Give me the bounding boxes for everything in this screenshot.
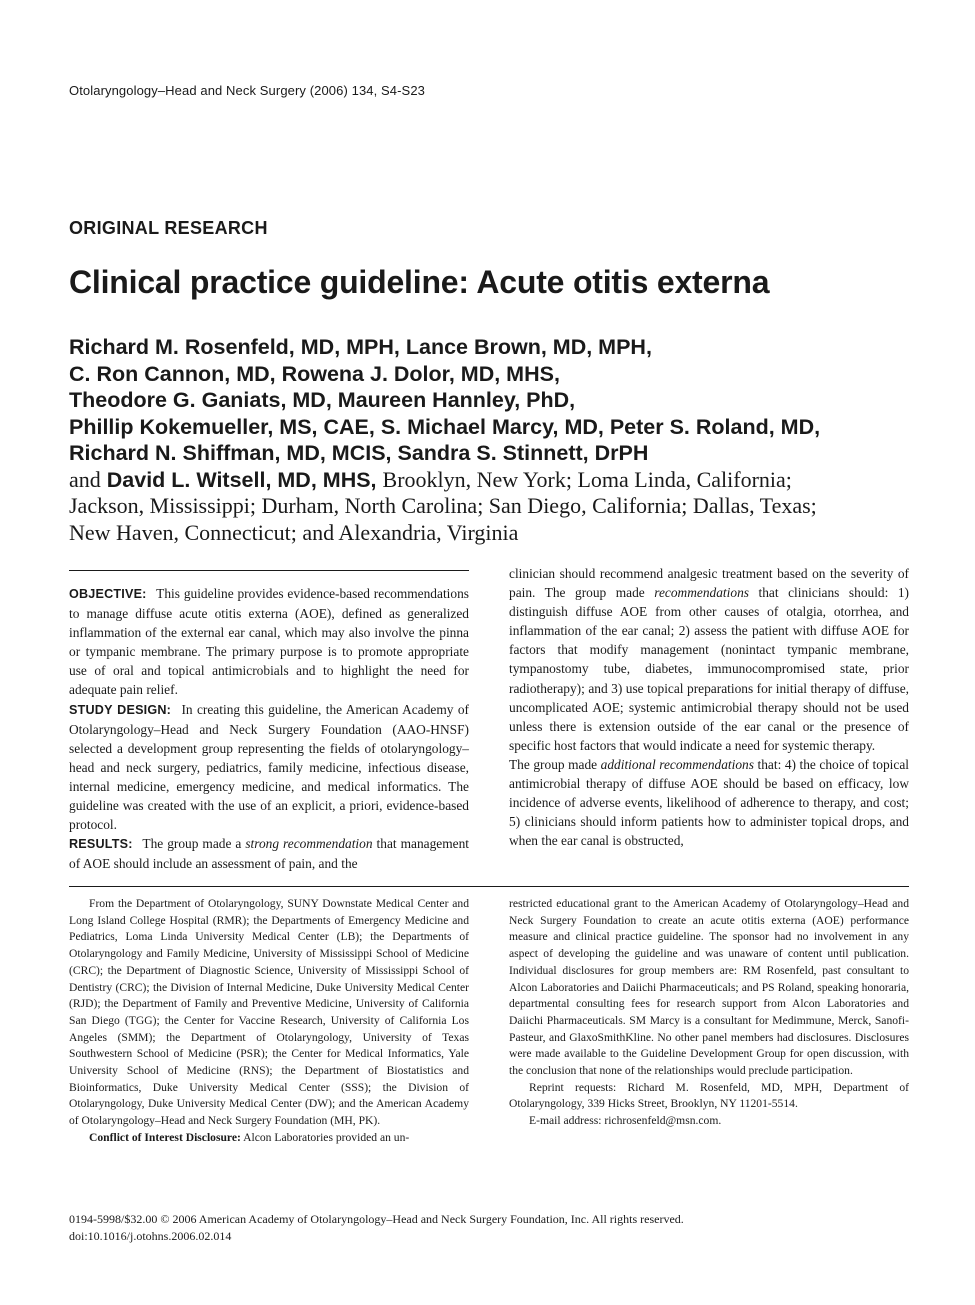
- results-emphasis: strong recommendation: [245, 836, 373, 852]
- author-line: Theodore G. Ganiats, MD, Maureen Hannley, PhD,: [69, 388, 576, 412]
- journal-citation: Otolaryngology–Head and Neck Surgery (2006) 134, S4-S23: [69, 83, 425, 98]
- results-text: that management of AOE should include an assessment of pain, and the: [69, 836, 470, 872]
- results-text: The group made a: [142, 836, 242, 852]
- copyright-line: 0194-5998/$32.00 © 2006 American Academy of Otolaryngology–Head and Neck Surgery Foundation, Inc. All rights reserved.: [69, 1212, 684, 1226]
- author-name: David L. Witsell, MD, MHS,: [106, 467, 377, 492]
- author-conjunction: and: [69, 466, 101, 492]
- author-line: Richard M. Rosenfeld, MD, MPH, Lance Brown, MD, MPH,: [69, 335, 652, 359]
- objective-text: This guideline provides evidence-based recommendations to manage diffuse acute otitis externa (AOE), defined as generalized inflammation of the external ear canal, which may also involve the pinna or tympanic membrane. The primary purpose is to promote appropriate use of oral and topical antimicrobials and to highlight the need for adequate pain relief.: [69, 586, 469, 698]
- results-text: that clinicians should: 1) distinguish diffuse AOE from other causes of otalgia, otorrhea, and inflammation of the ear canal; 2) assess the patient with diffuse AOE for factors that modify management (nonintact tympanic membrane, tympanostomy tube, diabetes, immunocompromised state, prior radiotherapy); and 3) use topical preparations for initial therapy of diffuse, uncomplicated AOE; systemic antimicrobial therapy should not be used unless there is extension outside of the ear canal or the presence of specific host factors that would indicate a need for systemic therapy.: [509, 585, 910, 753]
- abstract-study-design: [69, 700, 469, 835]
- doi-line: doi:10.1016/j.otohns.2006.02.014: [69, 1228, 232, 1243]
- footnote-left-column: [69, 896, 469, 1147]
- author-location: Jackson, Mississippi; Durham, North Carolina; San Diego, California; Dallas, Texas;: [69, 493, 817, 518]
- author-block: [69, 334, 919, 546]
- footnote-divider: [69, 886, 909, 887]
- results-emphasis: additional recommendations: [600, 756, 754, 772]
- author-line: [69, 467, 919, 494]
- abstract-left-column: [69, 584, 469, 873]
- reprint-requests: Reprint requests: Richard M. Rosenfeld, MD, MPH, Department of Otolaryngology, 339 Hicks Street, Brooklyn, NY 11201-5514.: [509, 1080, 909, 1111]
- email-address: E-mail address: richrosenfeld@msn.com.: [529, 1114, 722, 1128]
- results-text: clinician should recommend analgesic treatment based on the severity of pain. The group made: [509, 566, 909, 601]
- abstract-right-column: [509, 564, 909, 850]
- results-label: RESULTS:: [69, 837, 133, 852]
- author-line: Phillip Kokemueller, MS, CAE, S. Michael Marcy, MD, Peter S. Roland, MD,: [69, 414, 821, 439]
- affiliations-footnote: From the Department of Otolaryngology, SUNY Downstate Medical Center and Long Island College Hospital (RMR); the Departments of Emergency Medicine and Pediatrics, Loma Linda University Medical Center (LB); the Departments of Otolaryngology and Family Medicine, University of Mississippi School of Medicine (CRC); the Department of Diagnostic Science, University of Mississippi School of Dentistry (CRC); the Division of Internal Medicine, Duke University Medical Center (RJD); the Department of Family and Preventive Medicine, University of California San Diego (TGG); the Center for Vaccine Research, University of California Los Angeles (SMM); the Department of Otolaryngology, University of Texas Southwestern School of Medicine (PSR); the Center for Medical Informatics, Yale University School of Medicine (RNS); the Department of Biostatistics and Bioinformatics, Duke University Medical Center (SSS); the Division of Otolaryngology, Duke University Medical Center (DW); and the American Academy of Otolaryngology–Head and Neck Surgery Foundation (MH, PK).: [69, 897, 469, 1128]
- conflict-of-interest-footnote: [69, 1130, 469, 1147]
- author-line: Richard N. Shiffman, MD, MCIS, Sandra S. Stinnett, DrPH: [69, 441, 649, 465]
- results-text: that: 4) the choice of topical antimicrobial therapy of diffuse AOE should be based on efficacy, low incidence of adverse events, likelihood of adherence to therapy, and cost; 5) clinicians should inform patients how to administer topical drops, and when the ear canal is obstructed,: [509, 756, 909, 849]
- abstract-results: [69, 834, 469, 873]
- coi-text: Alcon Laboratories provided an un-: [243, 1130, 410, 1144]
- section-label: ORIGINAL RESEARCH: [69, 218, 268, 238]
- study-design-label: STUDY DESIGN:: [69, 702, 172, 717]
- author-line: C. Ron Cannon, MD, Rowena J. Dolor, MD, MHS,: [69, 361, 560, 386]
- abstract-results-continued: [509, 564, 909, 755]
- footnote-right-column: [509, 896, 909, 1130]
- abstract-divider: [69, 570, 469, 571]
- results-emphasis: recommendations: [654, 585, 749, 601]
- author-location: New Haven, Connecticut; and Alexandria, Virginia: [69, 519, 519, 545]
- article-title: Clinical practice guideline: Acute otitis externa: [69, 264, 770, 300]
- abstract-results-additional: [509, 755, 909, 850]
- abstract-objective: [69, 584, 469, 700]
- results-text: The group made: [509, 756, 598, 772]
- author-location: Brooklyn, New York; Loma Linda, California;: [382, 466, 792, 492]
- objective-label: OBJECTIVE:: [69, 587, 147, 601]
- coi-text-continued: restricted educational grant to the American Academy of Otolaryngology–Head and Neck Surgery Foundation to create an acute otitis externa (AOE) performance measure and clinical practice guideline. The sponsor had no involvement in any aspect of developing the guideline and was unaware of content until publication. Individual disclosures for group members are: RM Rosenfeld, past consultant to Alcon Laboratories and Daiichi Pharmaceuticals; and PS Roland, speaking honoraria, departmental consulting fees for research support from Alcon Laboratories and Daiichi Pharmaceuticals. SM Marcy is a consultant for Medimmune, Merck, Sanofi-Pasteur, and GlaxoSmithKline. No other panel members had disclosures. Disclosures were made available to the Guideline Development Group for open discussion, with the conclusion that none of the relationships would preclude participation.: [509, 897, 909, 1078]
- study-design-text: In creating this guideline, the American Academy of Otolaryngology–Head and Neck Surgery Foundation (AAO-HNSF) selected a development group representing the fields of otolaryngology–head and neck surgery, pediatrics, family medicine, infectious disease, internal medicine, emergency medicine, and medical informatics. The guideline was created with the use of an explicit, a priori, evidence-based protocol.: [69, 701, 469, 833]
- coi-label: Conflict of Interest Disclosure:: [89, 1130, 241, 1144]
- copyright-block: [69, 1211, 684, 1244]
